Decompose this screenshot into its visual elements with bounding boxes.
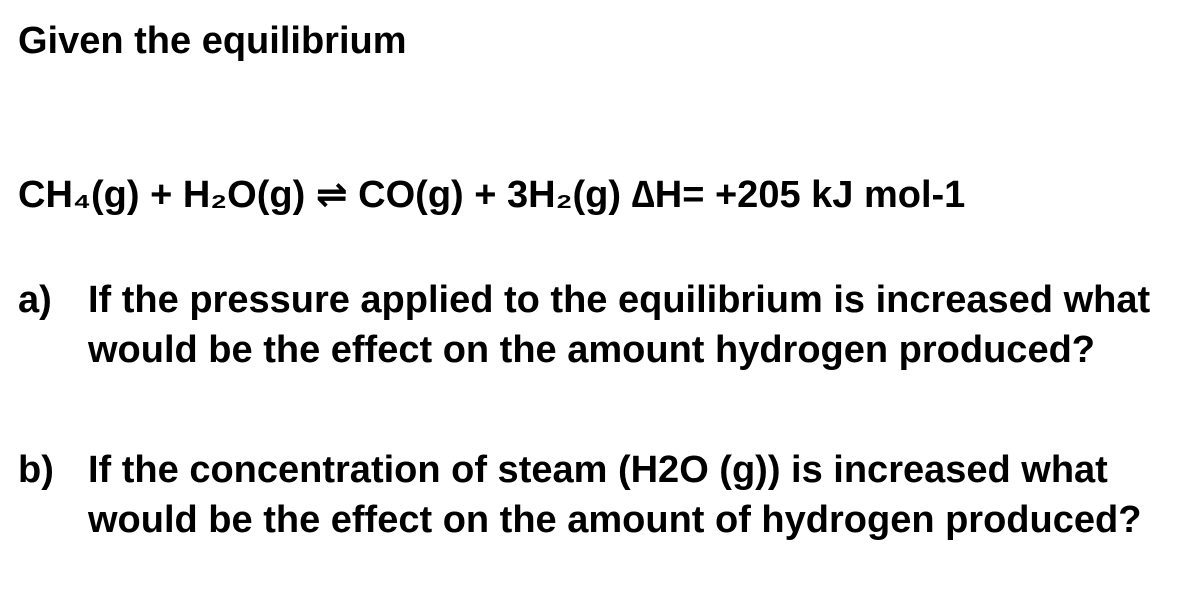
- page-title: Given the equilibrium: [18, 20, 407, 62]
- question-b: [18, 445, 1193, 545]
- question-b-letter: b): [18, 449, 54, 491]
- question-b-text: If the concentration of steam (H2O (g)) is increased what would be the effect on the amount of hydrogen produced?: [88, 449, 1142, 541]
- question-a: [18, 275, 1193, 375]
- question-a-letter: a): [18, 279, 52, 321]
- question-a-text: If the pressure applied to the equilibrium is increased what would be the effect on the amount hydrogen produced?: [88, 279, 1151, 371]
- chemical-equation: CH₄(g) + H₂O(g) ⇌ CO(g) + 3H₂(g) ∆H= +205 kJ mol-1: [18, 174, 966, 216]
